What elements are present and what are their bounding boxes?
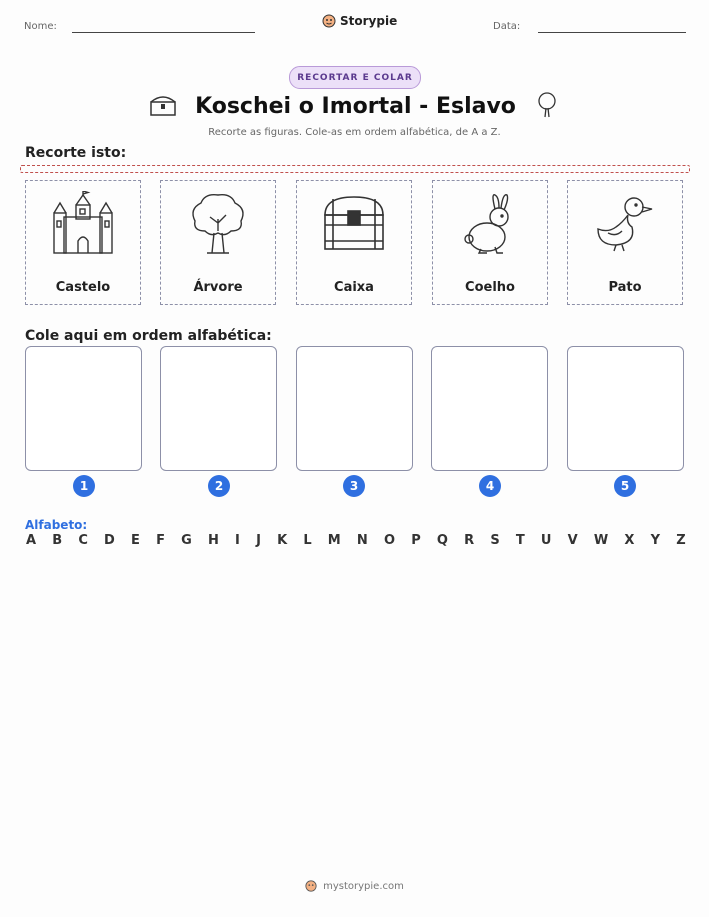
- alphabet-letter: T: [515, 533, 525, 548]
- cut-card-tree[interactable]: [160, 180, 276, 305]
- brand-name: Storypie: [340, 14, 398, 28]
- alphabet-letter: R: [464, 533, 475, 548]
- card-label: Castelo: [55, 280, 111, 295]
- alphabet-title: Alfabeto:: [25, 518, 88, 532]
- page-title: [0, 92, 709, 119]
- paste-slot[interactable]: [431, 346, 548, 471]
- alphabet-letter: L: [303, 533, 312, 548]
- brand-logo: [322, 14, 397, 28]
- alphabet-letter: Z: [676, 533, 686, 548]
- alphabet-row: [26, 533, 686, 548]
- alphabet-letter: Y: [650, 533, 661, 548]
- footer: [0, 880, 709, 892]
- alphabet-letter: N: [356, 533, 368, 548]
- cut-card-duck[interactable]: [567, 180, 683, 305]
- name-field[interactable]: [72, 32, 255, 33]
- alphabet-letter: B: [52, 533, 63, 548]
- alphabet-letter: D: [104, 533, 115, 548]
- slot-number-badge: 4: [479, 475, 501, 497]
- alphabet-letter: K: [277, 533, 288, 548]
- slot-number-badge: 2: [208, 475, 230, 497]
- alphabet-letter: C: [78, 533, 88, 548]
- alphabet-letter: X: [624, 533, 635, 548]
- card-label: Pato: [608, 280, 642, 295]
- alphabet-letter: E: [131, 533, 140, 548]
- card-label: Coelho: [465, 280, 515, 295]
- alphabet-letter: G: [181, 533, 192, 548]
- name-label: Nome:: [24, 21, 57, 32]
- activity-tag: RECORTAR E COLAR: [289, 66, 421, 89]
- page-title-text: Koschei o Imortal - Eslavo: [195, 94, 516, 119]
- alphabet-letter: V: [567, 533, 578, 548]
- storypie-logo-icon: [322, 14, 336, 28]
- paste-slot[interactable]: [25, 346, 142, 471]
- alphabet-letter: U: [540, 533, 552, 548]
- instructions: Recorte as figuras. Cole-as em ordem alfabética, de A a Z.: [208, 127, 501, 138]
- paste-slot[interactable]: [296, 346, 413, 471]
- alphabet-letter: S: [490, 533, 500, 548]
- cut-line: [20, 165, 690, 173]
- paste-heading: Cole aqui em ordem alfabética:: [25, 328, 272, 344]
- slot-number-badge: 3: [343, 475, 365, 497]
- alphabet-letter: A: [26, 533, 37, 548]
- footer-url[interactable]: mystorypie.com: [323, 880, 404, 892]
- alphabet-letter: I: [235, 533, 240, 548]
- cut-card-chest[interactable]: [296, 180, 412, 305]
- date-field[interactable]: [538, 32, 686, 33]
- tree-icon: [185, 191, 251, 257]
- alphabet-letter: Q: [436, 533, 448, 548]
- alphabet-letter: H: [207, 533, 219, 548]
- card-label: Árvore: [193, 280, 243, 295]
- cut-card-rabbit[interactable]: [432, 180, 548, 305]
- slot-number-badge: 5: [614, 475, 636, 497]
- tree-icon: [534, 92, 560, 118]
- chest-icon: [149, 93, 177, 117]
- alphabet-letter: P: [411, 533, 421, 548]
- cut-heading: Recorte isto:: [25, 145, 127, 161]
- card-label: Caixa: [334, 280, 374, 295]
- chest-icon: [321, 191, 387, 257]
- alphabet-letter: F: [156, 533, 165, 548]
- rabbit-icon: [457, 191, 523, 257]
- slot-number-badge: 1: [73, 475, 95, 497]
- paste-slot[interactable]: [567, 346, 684, 471]
- alphabet-letter: J: [256, 533, 261, 548]
- cut-card-castle[interactable]: [25, 180, 141, 305]
- alphabet-letter: M: [327, 533, 341, 548]
- paste-slot[interactable]: [160, 346, 277, 471]
- alphabet-letter: W: [593, 533, 609, 548]
- castle-icon: [50, 191, 116, 257]
- duck-icon: [592, 191, 658, 257]
- alphabet-letter: O: [383, 533, 396, 548]
- date-label: Data:: [493, 21, 521, 32]
- storypie-logo-icon: [305, 880, 317, 892]
